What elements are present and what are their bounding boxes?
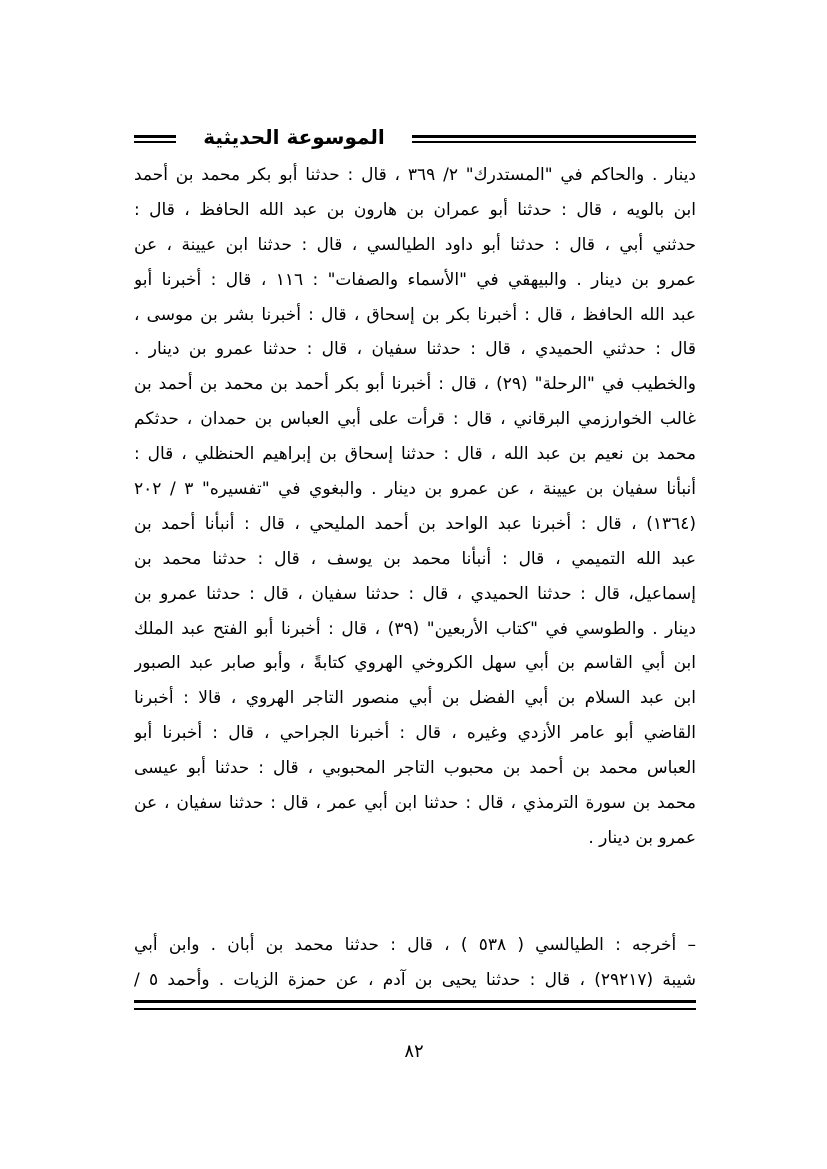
text-line: أنبأنا سفيان بن عيينة ، عن عمرو بن دينار . والبغوي في "تفسيره" ٣ / ٢٠٢ <box>134 479 696 500</box>
text-line: محمد بن نعيم بن عبد الله ، قال : حدثنا إسحاق بن إبراهيم الحنظلي ، قال : <box>134 444 696 465</box>
main-text <box>134 158 696 856</box>
header-title: الموسوعة الحديثية <box>203 125 385 149</box>
text-line: العباس محمد بن أحمد بن محبوب التاجر المحبوبي ، قال : حدثنا أبو عيسى <box>134 758 696 779</box>
text-line: عمرو بن دينار . <box>588 827 696 848</box>
text-line: غالب الخوارزمي البرقاني ، قال : قرأت على أبي العباس بن حمدان ، حدثكم <box>134 409 696 430</box>
text-line: حدثني أبي ، قال : حدثنا أبو داود الطيالسي ، قال : حدثنا ابن عيينة ، عن <box>134 234 696 255</box>
footnote-line: – أخرجه : الطيالسي ( ٥٣٨ ) ، قال : حدثنا محمد بن أبان . وابن أبي <box>134 935 696 955</box>
footer-rule <box>134 1000 696 1010</box>
text-line: القاضي أبو عامر الأزدي وغيره ، قال : أخبرنا الجراحي ، قال : أخبرنا أبو <box>134 723 696 744</box>
text-line: ابن بالويه ، قال : حدثنا أبو عمران بن هارون بن عبد الله الحافظ ، قال : <box>134 199 696 220</box>
page-number: ٨٢ <box>404 1041 424 1062</box>
text-line: (١٣٦٤) ، قال : أخبرنا عبد الواحد بن أحمد المليحي ، قال : أنبأنا أحمد بن <box>134 513 696 534</box>
text-line: قال : حدثني الحميدي ، قال : حدثنا سفيان ، قال : حدثنا عمرو بن دينار . <box>134 339 696 360</box>
text-line: ابن أبي القاسم بن أبي سهل الكروخي الهروي كتابةً ، وأبو صابر عبد الصبور <box>134 653 696 674</box>
text-line: محمد بن سورة الترمذي ، قال : حدثنا ابن أبي عمر ، قال : حدثنا سفيان ، عن <box>134 793 696 814</box>
text-line: عبد الله التميمي ، قال : أنبأنا محمد بن يوسف ، قال : حدثنا محمد بن <box>134 548 696 569</box>
text-line: عبد الله الحافظ ، قال : أخبرنا بكر بن إسحاق ، قال : أخبرنا بشر بن موسى ، <box>134 304 696 325</box>
text-line: ابن عبد السلام بن أبي الفضل بن أبي منصور التاجر الهروي ، قالا : أخبرنا <box>134 688 696 709</box>
footnote-line: شيبة (٢٩٢١٧) ، قال : حدثنا يحيى بن آدم ، عن حمزة الزيات . وأحمد ٥ / <box>134 969 696 990</box>
text-line: إسماعيل، قال : حدثنا الحميدي ، قال : حدثنا سفيان ، قال : حدثنا عمرو بن <box>134 583 696 604</box>
text-line: عمرو بن دينار . والبيهقي في "الأسماء والصفات" : ١١٦ ، قال : أخبرنا أبو <box>134 269 696 290</box>
footnote-block <box>134 928 696 998</box>
header-rule-right <box>412 135 696 143</box>
running-header <box>134 122 696 156</box>
text-line: دينار . والطوسي في "كتاب الأربعين" (٣٩) ، قال : أخبرنا أبو الفتح عبد الملك <box>134 618 696 639</box>
text-line: دينار . والحاكم في "المستدرك" ٢/ ٣٦٩ ، قال : حدثنا أبو بكر محمد بن أحمد <box>134 165 696 185</box>
header-rule-left <box>134 135 176 143</box>
text-line: والخطيب في "الرحلة" (٢٩) ، قال : أخبرنا أبو بكر أحمد بن محمد بن أحمد بن <box>134 374 696 395</box>
